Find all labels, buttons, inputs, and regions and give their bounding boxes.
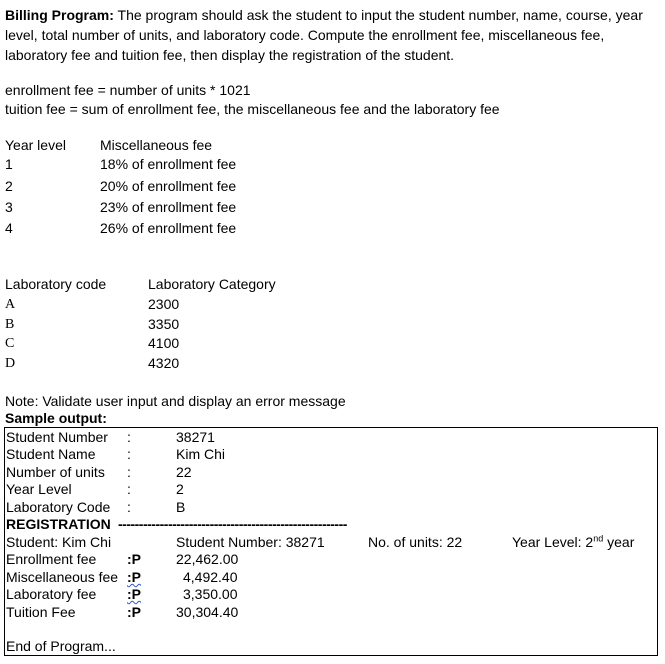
input-separator: : xyxy=(127,464,131,480)
misc-fee-header: Miscellaneous fee xyxy=(100,137,213,153)
input-separator: : xyxy=(127,499,131,515)
input-value: B xyxy=(176,499,186,515)
sample-output-label: Sample output: xyxy=(5,410,107,426)
formula-tuition: tuition fee = sum of enrollment fee, the miscellaneous fee and the laboratory fee xyxy=(5,101,500,117)
intro-paragraph xyxy=(5,5,655,65)
misc-fee-cell: 20% of enrollment fee xyxy=(100,178,237,194)
input-label: Student Number xyxy=(6,429,108,445)
lab-category-cell: 3350 xyxy=(148,316,180,332)
lab-category-cell: 4320 xyxy=(148,355,180,371)
fee-label: Enrollment fee xyxy=(6,551,97,567)
formula-enrollment: enrollment fee = number of units * 1021 xyxy=(5,82,251,98)
year-level-header: Year level xyxy=(5,137,66,153)
misc-fee-cell: 23% of enrollment fee xyxy=(100,199,237,215)
input-separator: : xyxy=(127,481,131,497)
fee-separator: :P xyxy=(127,586,141,602)
lab-category-cell: 2300 xyxy=(148,296,180,312)
intro-title: Billing Program: xyxy=(5,7,114,23)
input-value: 38271 xyxy=(176,429,215,445)
year-level-line: Year Level: 2nd year xyxy=(512,533,635,550)
fee-value: 4,492.40 xyxy=(183,569,238,585)
input-value: 22 xyxy=(176,464,192,480)
fee-label: Laboratory fee xyxy=(6,586,97,602)
fee-value: 22,462.00 xyxy=(176,551,239,567)
student-number-line: Student Number: 38271 xyxy=(176,534,325,550)
lab-category-cell: 4100 xyxy=(148,335,180,351)
fee-value: 3,350.00 xyxy=(183,586,238,602)
fee-separator: :P xyxy=(127,604,141,620)
input-label: Student Name xyxy=(6,446,96,462)
validation-note: Note: Validate user input and display an error message xyxy=(5,393,346,409)
registration-divider: ------------------------------------------------------- xyxy=(118,516,347,532)
input-label: Number of units xyxy=(6,464,105,480)
fee-label: Tuition Fee xyxy=(6,604,76,620)
lab-code-cell: A xyxy=(5,297,16,312)
year-level-cell: 2 xyxy=(5,178,13,194)
input-value: 2 xyxy=(176,481,184,497)
student-name-line: Student: Kim Chi xyxy=(6,534,112,550)
misc-fee-cell: 26% of enrollment fee xyxy=(100,220,237,236)
input-label: Laboratory Code xyxy=(6,499,111,515)
lab-category-header: Laboratory Category xyxy=(148,276,276,292)
input-label: Year Level xyxy=(6,481,72,497)
end-of-program: End of Program... xyxy=(6,638,116,654)
lab-code-cell: C xyxy=(5,336,15,351)
misc-fee-cell: 18% of enrollment fee xyxy=(100,156,237,172)
input-separator: : xyxy=(127,446,131,462)
fee-separator: :P xyxy=(127,551,141,567)
fee-separator: :P xyxy=(127,569,141,585)
lab-code-header: Laboratory code xyxy=(5,276,107,292)
year-level-cell: 4 xyxy=(5,220,13,236)
lab-code-cell: D xyxy=(5,356,16,371)
input-separator: : xyxy=(127,429,131,445)
intro-text: The program should ask the student to input the student number, name, course, year level, total number of units, and laboratory code. Compute the enrollment fee, miscellaneous fee, laboratory fee and tuition fee, then display the registration of the student. xyxy=(5,7,643,63)
fee-value: 30,304.40 xyxy=(176,604,239,620)
year-level-cell: 1 xyxy=(5,156,13,172)
registration-heading: REGISTRATION xyxy=(6,516,111,532)
units-line: No. of units: 22 xyxy=(368,534,463,550)
year-level-cell: 3 xyxy=(5,199,13,215)
lab-code-cell: B xyxy=(5,317,15,332)
input-value: Kim Chi xyxy=(176,446,226,462)
fee-label: Miscellaneous fee xyxy=(6,569,119,585)
